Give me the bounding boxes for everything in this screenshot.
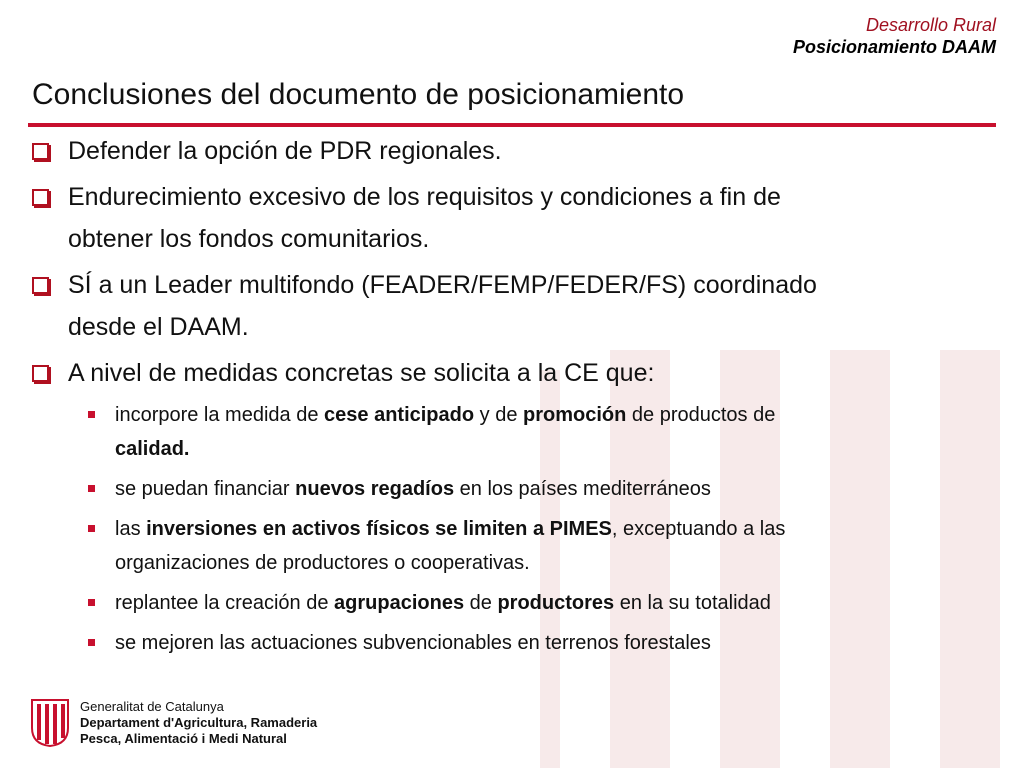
checkbox-bullet-icon	[32, 189, 49, 206]
footer-dept-line1: Departament d'Agricultura, Ramaderia	[80, 715, 318, 730]
footer-dept-line2: Pesca, Alimentació i Medi Natural	[80, 731, 287, 746]
checkbox-bullet-icon	[32, 365, 49, 382]
square-bullet-icon	[88, 411, 95, 418]
sub-text: replantee la creación de	[115, 592, 335, 614]
bullet-text-line1: Endurecimiento excesivo de los requisitos y condiciones a fin de	[68, 183, 781, 211]
sub-bullet-item	[32, 472, 992, 506]
bullet-text-line2: desde el DAAM.	[68, 313, 249, 341]
sub-text: en la su totalidad	[614, 592, 771, 614]
sub-bullet-item	[32, 626, 992, 660]
square-bullet-icon	[88, 599, 95, 606]
bullet-item	[32, 264, 992, 348]
slide-content	[32, 130, 992, 666]
sub-text: incorpore la medida de	[115, 404, 325, 426]
sub-text: se mejoren las actuaciones subvencionables en terrenos forestales	[115, 632, 711, 654]
bullet-text-line1: SÍ a un Leader multifondo (FEADER/FEMP/FEDER/FS) coordinado	[68, 271, 817, 299]
sub-text: de	[464, 592, 498, 614]
sub-bold-text: agrupaciones	[334, 592, 465, 614]
sub-text: organizaciones de productores o cooperativas.	[115, 552, 530, 574]
sub-text: de productos de	[626, 404, 776, 426]
bullet-text: Defender la opción de PDR regionales.	[68, 137, 502, 165]
header-section: Desarrollo Rural	[865, 15, 996, 35]
footer-org: Generalitat de Catalunya	[80, 699, 224, 714]
bullet-item	[32, 352, 992, 394]
footer-text	[80, 699, 317, 747]
sub-text: se puedan financiar	[115, 478, 296, 500]
sub-bold-text: promoción	[523, 404, 627, 426]
sub-bullet-item	[32, 586, 992, 620]
sub-bullet-item	[32, 512, 992, 580]
checkbox-bullet-icon	[32, 277, 49, 294]
bullet-text: A nivel de medidas concretas se solicita a la CE que:	[68, 359, 655, 387]
sub-text: las	[115, 518, 147, 540]
sub-bold-text: calidad.	[115, 438, 190, 460]
header-subtitle: Posicionamiento DAAM	[792, 37, 996, 57]
square-bullet-icon	[88, 525, 95, 532]
title-divider	[28, 123, 996, 127]
checkbox-bullet-icon	[32, 143, 49, 160]
bullet-item	[32, 176, 992, 260]
sub-bold-text: inversiones en activos físicos se limiten a PIMES	[146, 518, 612, 540]
sub-bold-text: cese anticipado	[324, 404, 475, 426]
slide-header	[793, 14, 996, 58]
square-bullet-icon	[88, 485, 95, 492]
sub-text: y de	[474, 404, 523, 426]
sub-text: en los países mediterráneos	[454, 478, 711, 500]
slide-title: Conclusiones del documento de posicionamiento	[32, 78, 685, 111]
square-bullet-icon	[88, 639, 95, 646]
sub-text: , exceptuando a las	[611, 518, 786, 540]
sub-bold-text: productores	[497, 592, 615, 614]
bullet-item	[32, 130, 992, 172]
sub-bullet-item	[32, 398, 992, 466]
bullet-text-line2: obtener los fondos comunitarios.	[68, 225, 430, 253]
generalitat-logo-icon	[30, 698, 70, 748]
sub-bold-text: nuevos regadíos	[295, 478, 455, 500]
